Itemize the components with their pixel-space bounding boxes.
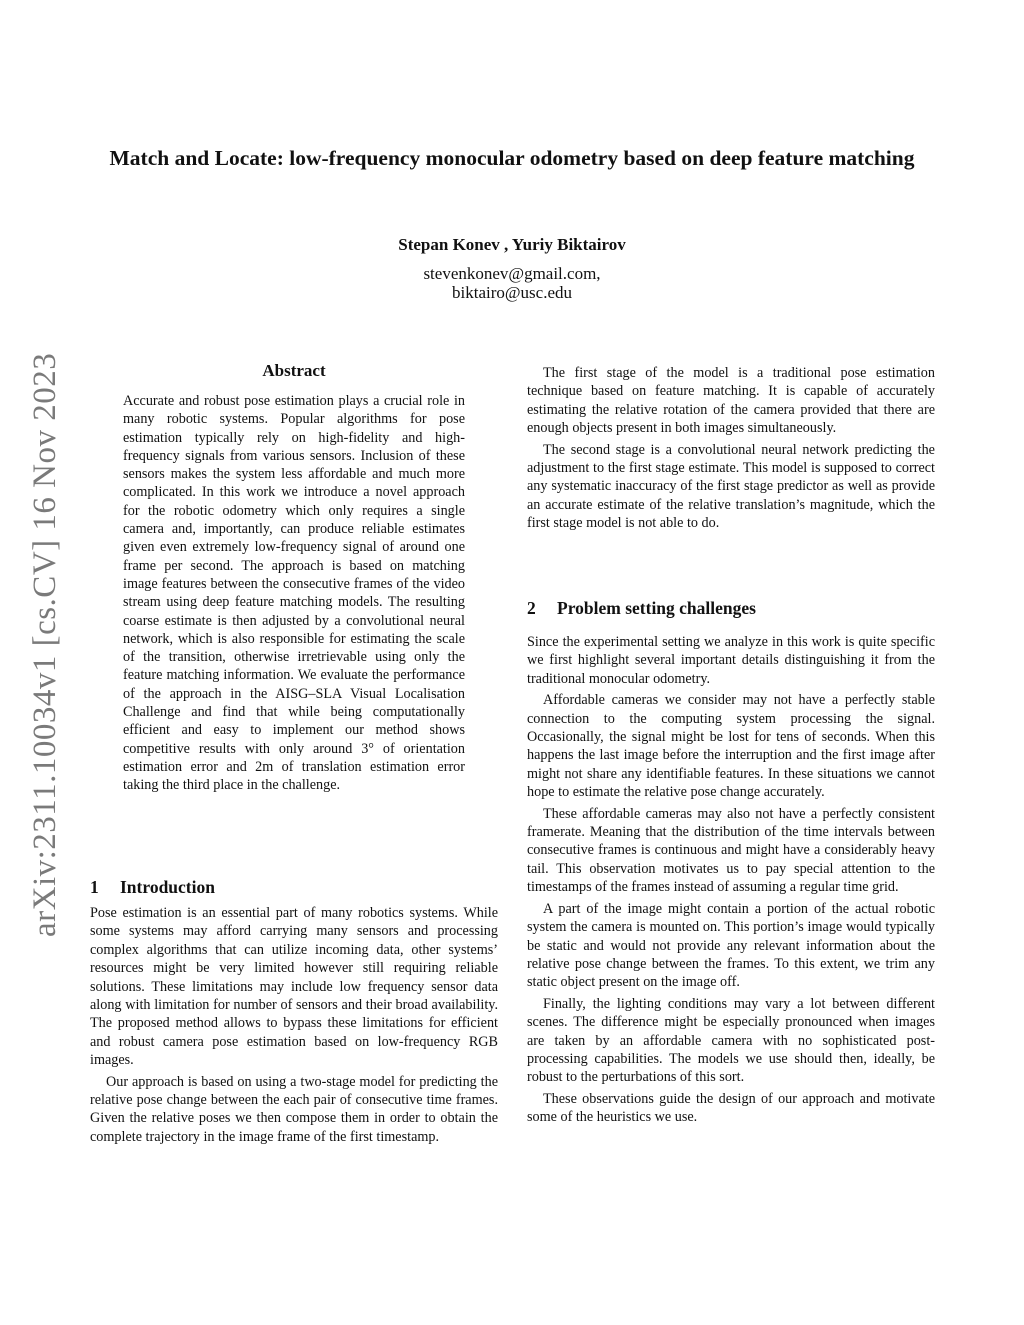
section-title: Problem setting challenges	[557, 598, 756, 618]
section-title: Introduction	[120, 877, 215, 897]
introduction-continued-text	[527, 364, 935, 536]
section-number: 2	[527, 598, 536, 618]
abstract-heading: Abstract	[262, 361, 326, 380]
abstract-body: Accurate and robust pose estimation plays a crucial role in many robotic systems. Popular algorithms for pose estimation typically rely on high-fidelity and high-frequency signals from various sensors. Inclusion of these sensors makes the system less affordable and much more complicated. In this work we introduce a novel approach for the robotic odometry which only requires a single camera and, importantly, can produce reliable estimates given even extremely low-frequency signal of around one frame per second. The approach is based on matching image features between the consecutive frames of the video stream using deep feature matching models. The resulting coarse estimate is then adjusted by a convolutional neural network, which is also responsible for estimating the scale of the transition, otherwise irretrievable using only the feature matching information. We evaluate the performance of the approach in the AISG–SLA Visual Localisation Challenge and find that while being computationally efficient and easy to implement our method shows competitive results with only around 3° of orientation estimation error and 2m of translation estimation error taking the third place in the challenge.	[123, 393, 465, 794]
paragraph: These observations guide the design of our approach and motivate some of the heuristics we use.	[527, 1090, 935, 1126]
email-biktairov[interactable]: biktairo@usc.edu	[452, 283, 572, 302]
section-number: 1	[90, 877, 99, 897]
paragraph: The first stage of the model is a traditional pose estimation technique based on feature matching. It is capable of accurately estimating the relative rotation of the camera provided that there are enough objects present in both images simultaneously.	[527, 365, 935, 437]
email-konev[interactable]: stevenkonev@gmail.com,	[423, 264, 601, 283]
author-list: Stepan Konev , Yuriy Biktairov	[398, 235, 626, 254]
paragraph: Since the experimental setting we analyze in this work is quite specific we first highlight several important details distinguishing it from the traditional monocular odometry.	[527, 634, 935, 687]
paragraph: These affordable cameras may also not have a perfectly consistent framerate. Meaning that the distribution of the time intervals between consecutive frames is continuous and might have a considerably heavy tail. This observation motivates us to pay special attention to the timestamps of the frames instead of assuming a regular time grid.	[527, 805, 935, 896]
paper-title: Match and Locate: low-frequency monocular odometry based on deep feature matching	[109, 146, 915, 170]
paragraph: The second stage is a convolutional neural network predicting the adjustment to the first stage estimate. This model is supposed to correct any systematic inaccuracy of the first stage predictor as well as provide an accurate estimate of the relative translation’s magnitude, which the first stage model is not able to do.	[527, 441, 935, 532]
paragraph: Affordable cameras we consider may not have a perfectly stable connection to the computing system processing the signal. Occasionally, the signal might be lost for tens of seconds. When this happens the last image before the interruption and the first image after might not share any identifiable features. In these situations we cannot hope to estimate the relative pose change accurately.	[527, 692, 935, 801]
section-heading-introduction	[90, 876, 498, 898]
paragraph: Pose estimation is an essential part of many robotics systems. While some systems may afford carrying many sensors and processing complex algorithms that can utilize incoming data, other systems’ resources might be very limited however still requiring reliable solutions. These limitations may include low frequency sensor data along with limitation for number of sensors and their broad availability. The proposed method allows to bypass these limitations for efficient and robust camera pose estimation based on low-frequency RGB images.	[90, 905, 498, 1069]
paragraph: Our approach is based on using a two-stage model for predicting the relative pose change between the each pair of consecutive time frames. Given the relative poses we then compose them in order to obtain the complete trajectory in the image frame of the first timestamp.	[90, 1073, 498, 1145]
paragraph: Finally, the lighting conditions may vary a lot between different scenes. The difference might be especially pronounced when images are taken by an affordable camera with no sophisticated post-processing capabilities. The models we use should then, ideally, be robust to the perturbations of this sort.	[527, 995, 935, 1086]
introduction-text	[90, 904, 498, 1149]
section-heading-problem-setting	[527, 597, 935, 619]
arxiv-identifier[interactable]: arXiv:2311.10034v1 [cs.CV] 16 Nov 2023	[27, 352, 63, 938]
paragraph: A part of the image might contain a portion of the actual robotic system the camera is mounted on. This portion’s image would typically be static and would not provide any relevant information about the relative pose change between the frames. To this extent, we trim any static object present on the image off.	[527, 900, 935, 991]
author-emails	[100, 264, 924, 302]
problem-setting-text	[527, 633, 935, 1130]
